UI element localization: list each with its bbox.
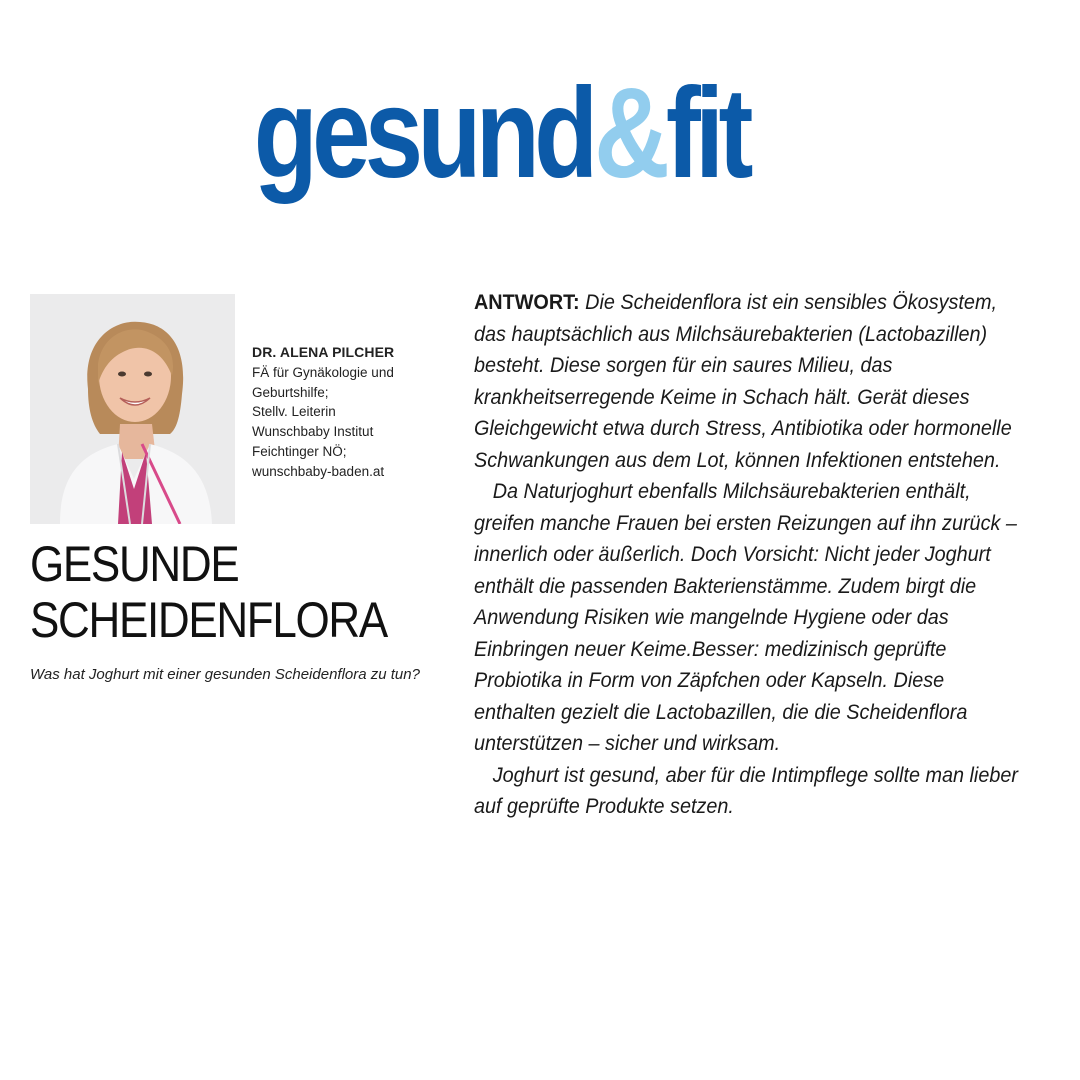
answer-text: Die Scheidenflora ist ein sensibles Ökosystem, das hauptsächlich aus Milchsäurebakterien (Lactobazillen) besteht. Diese sorgen für ein saures Milieu, das krankheitserregende Keime in Schach hält. Gerät dieses Gleichgewicht etwa durch Stress, Antibiotika oder hormonelle Schwankungen aus dem Lot, können Infektionen entstehen. <box>474 291 1012 472</box>
answer-paragraph <box>474 287 1026 476</box>
answer-paragraph: Joghurt ist gesund, aber für die Intimpflege sollte man lieber auf geprüfte Produkte setzen. <box>474 763 1018 818</box>
gesund-fit-logo <box>253 62 748 210</box>
expert-website: wunschbaby-baden.at <box>252 463 385 479</box>
answer-label: ANTWORT: <box>474 291 580 314</box>
expert-bio-line: Geburtshilfe; <box>252 384 329 400</box>
headline-line: GESUNDE <box>30 536 239 592</box>
expert-bio-line: Stellv. Leiterin <box>252 404 336 420</box>
expert-bio <box>252 343 442 482</box>
logo-ampersand: & <box>594 62 665 205</box>
expert-portrait-photo <box>30 294 235 524</box>
headline-line: SCHEIDENFLORA <box>30 592 387 648</box>
article-headline <box>30 536 400 648</box>
portrait-illustration <box>30 294 235 524</box>
logo-word-gesund: gesund <box>253 62 593 205</box>
expert-name: DR. ALENA PILCHER <box>252 344 395 360</box>
logo-word-fit: fit <box>665 62 748 205</box>
expert-bio-line: Feichtinger NÖ; <box>252 443 347 459</box>
answer-body <box>474 287 1026 823</box>
answer-paragraph: Da Naturjoghurt ebenfalls Milchsäurebakterien enthält, greifen manche Frauen bei ersten Reizungen auf ihn zurück – innerlich oder äußerlich. Doch Vorsicht: Nicht jeder Joghurt enthält die passenden Bakterienstämme. Zudem birgt die Anwendung Risiken wie mangelnde Hygiene oder das Einbringen neuer Keime.Besser: medizinisch geprüfte Probiotika in Form von Zäpfchen oder Kapseln. Diese enthalten gezielt die Lactobazillen, die die Scheidenflora unterstützen – sicher und wirksam. <box>474 480 1017 755</box>
expert-bio-line: FÄ für Gynäkologie und <box>252 364 394 380</box>
expert-bio-line: Wunschbaby Institut <box>252 424 374 440</box>
reader-question: Was hat Joghurt mit einer gesunden Scheidenflora zu tun? <box>30 666 420 683</box>
